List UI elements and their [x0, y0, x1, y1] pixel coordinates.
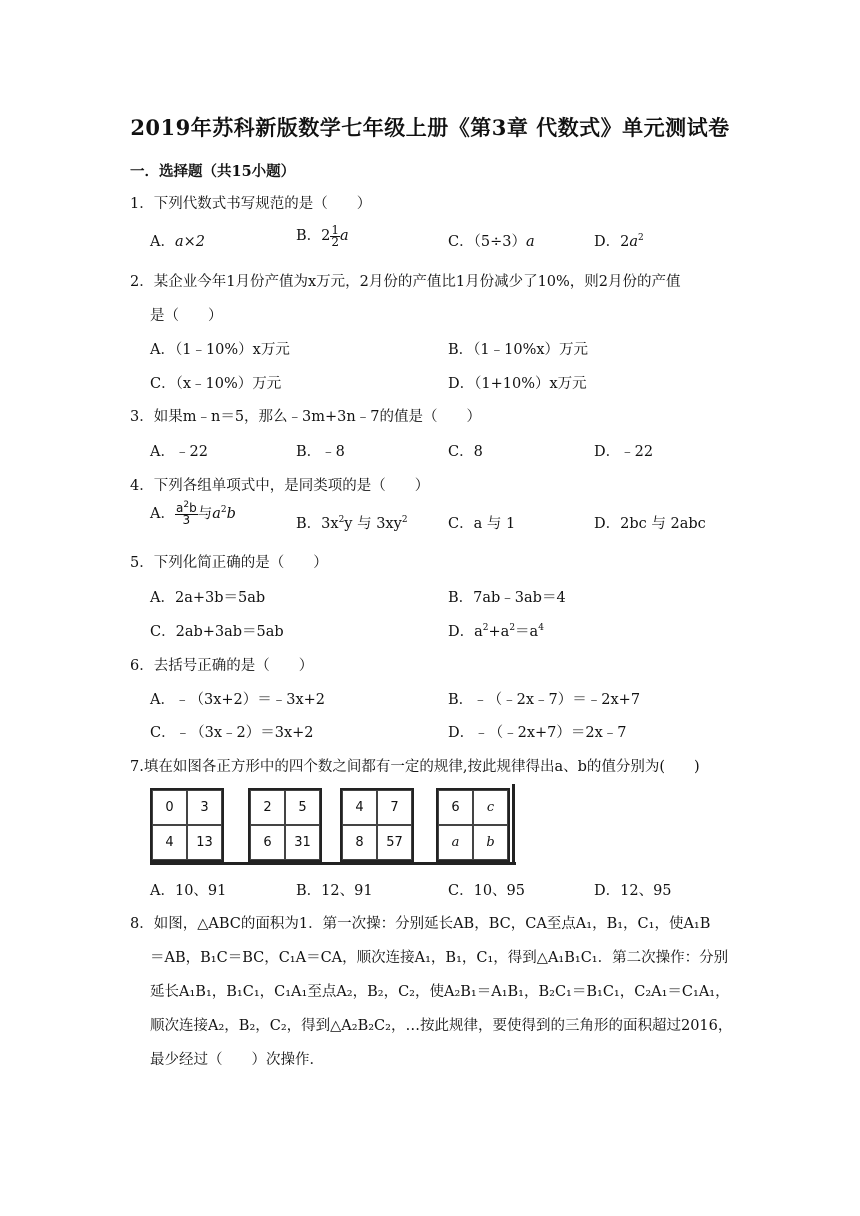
question-6-option-d: D．﹣（﹣2x+7）＝2x﹣7 [448, 725, 627, 741]
square-cell: c [473, 790, 508, 825]
question-1-option-a: A．a×2 [150, 234, 206, 250]
square-cell: 4 [342, 790, 377, 825]
square-1 [150, 788, 224, 862]
question-8-line-3: 延长A₁B₁，B₁C₁，C₁A₁至点A₂，B₂，C₂，使A₂B₁＝A₁B₁，B₂C₁＝B₁C₁，C₂A₁＝C₁A₁， [150, 984, 730, 1000]
square-cell: 4 [152, 825, 187, 860]
question-3-option-a: A．﹣22 [150, 444, 208, 460]
square-cell: 31 [285, 825, 320, 860]
square-cell: 5 [285, 790, 320, 825]
question-1-option-b: B．2 $\frac{1}{2}$ a [296, 222, 349, 249]
question-8-line-1: 8．如图，△ABC的面积为1．第一次操：分别延长AB，BC，CA至点A₁，B₁，C₁，使A₁B [130, 916, 711, 932]
square-cell: b [473, 825, 508, 860]
number-squares-figure [150, 784, 516, 866]
question-6-option-b: B．﹣（﹣2x﹣7）＝﹣2x+7 [448, 692, 641, 708]
question-5-option-d: D．$a^2+a^2=a^4$ [448, 623, 544, 640]
question-6-option-a: A．﹣（3x+2）＝﹣3x+2 [150, 692, 326, 708]
question-3-stem: 3．如果m﹣n＝5，那么﹣3m+3n﹣7的值是（ ） [130, 409, 481, 425]
question-5-stem: 5．下列化简正确的是（ ） [130, 555, 328, 571]
question-2-option-c: C．（x﹣10%）万元 [150, 376, 282, 392]
square-cell: 6 [250, 825, 285, 860]
question-6-option-c: C．﹣（3x﹣2）＝3x+2 [150, 725, 314, 741]
square-cell: 13 [187, 825, 222, 860]
question-7-option-a: A．10、91 [150, 883, 227, 899]
question-8-line-4: 顺次连接A₂，B₂，C₂，得到△A₂B₂C₂，…按此规律，要使得到的三角形的面积超过2016， [150, 1018, 733, 1034]
question-2-option-b: B．（1﹣10%x）万元 [448, 342, 589, 358]
question-7-option-c: C．10、95 [448, 883, 525, 899]
square-4 [436, 788, 510, 862]
square-cell: 7 [377, 790, 412, 825]
question-1-option-c: C．（5÷3）a [448, 234, 535, 250]
square-cell: 2 [250, 790, 285, 825]
question-7-stem: 7.填在如图各正方形中的四个数之间都有一定的规律,按此规律得出a、b的值分别为( ) [130, 759, 700, 775]
question-7-option-b: B．12、91 [296, 883, 373, 899]
question-4-option-a: A． $\frac{a^2b}{3}$ 与$a^2b$ [150, 499, 236, 527]
question-8-line-2: ＝AB，B₁C＝BC，C₁A＝CA，顺次连接A₁，B₁，C₁，得到△A₁B₁C₁．第二次操作：分别 [150, 950, 729, 966]
square-cell: a [438, 825, 473, 860]
question-1-stem: 1．下列代数式书写规范的是（ ） [130, 196, 372, 212]
question-6-stem: 6．去括号正确的是（ ） [130, 658, 314, 674]
question-2-stem-continued: 是（ ） [150, 308, 223, 324]
square-cell: 8 [342, 825, 377, 860]
question-1-option-d: D．$2a^2$ [594, 233, 644, 250]
question-2-option-a: A．（1﹣10%）x万元 [150, 342, 290, 358]
question-7-option-d: D．12、95 [594, 883, 672, 899]
question-4-stem: 4．下列各组单项式中，是同类项的是（ ） [130, 478, 430, 494]
section-header: 一．选择题（共15小题） [130, 163, 296, 180]
question-5-option-b: B．7ab﹣3ab＝4 [448, 590, 566, 606]
square-cell: 0 [152, 790, 187, 825]
square-cell: 57 [377, 825, 412, 860]
figure-baseline [150, 862, 516, 865]
question-3-option-b: B．﹣8 [296, 444, 345, 460]
question-4-option-c: C．a 与 1 [448, 516, 516, 532]
figure-right-border [512, 784, 515, 864]
question-3-option-c: C．8 [448, 444, 483, 460]
question-4-option-b: B．$3x^2y$ 与 $3xy^2$ [296, 515, 408, 532]
square-cell: 3 [187, 790, 222, 825]
question-3-option-d: D．﹣22 [594, 444, 654, 460]
page-title: 2019年苏科新版数学七年级上册《第3章 代数式》单元测试卷 [130, 115, 730, 140]
question-2-stem: 2．某企业今年1月份产值为x万元，2月份的产值比1月份减少了10%，则2月份的产值 [130, 274, 681, 290]
square-2 [248, 788, 322, 862]
question-5-option-a: A．2a+3b＝5ab [150, 590, 266, 606]
question-8-line-5: 最少经过（ ）次操作． [150, 1052, 324, 1068]
question-5-option-c: C．2ab+3ab＝5ab [150, 624, 284, 640]
question-4-option-d: D．2bc 与 2abc [594, 516, 706, 532]
square-cell: 6 [438, 790, 473, 825]
square-3 [340, 788, 414, 862]
question-2-option-d: D．（1+10%）x万元 [448, 376, 587, 392]
